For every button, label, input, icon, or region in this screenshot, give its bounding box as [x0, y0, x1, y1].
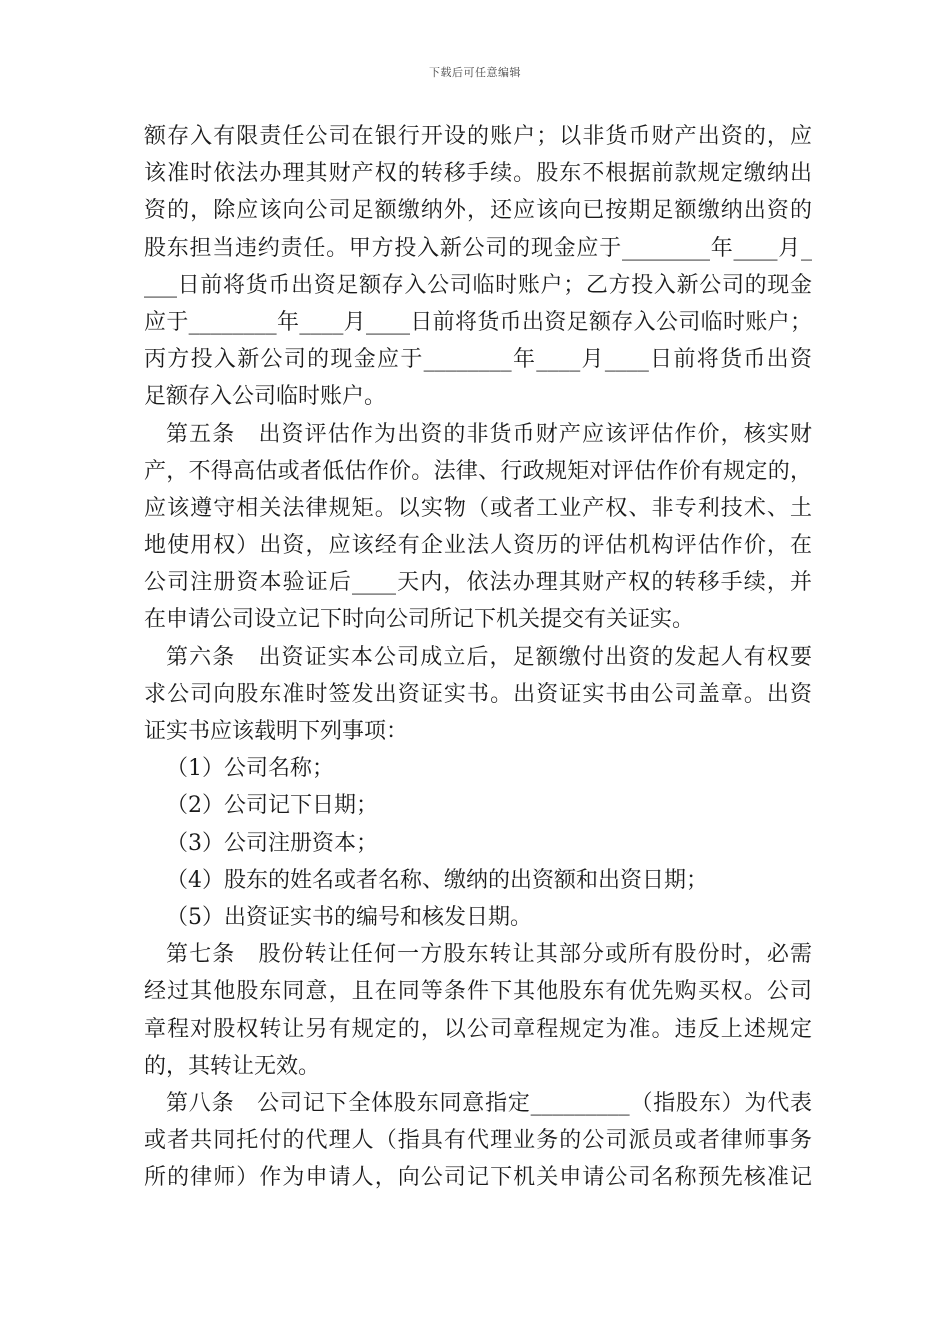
text-line: 产，不得高估或者低估作价。法律、行政规矩对评估作价有规定的，	[144, 458, 812, 484]
text-line: 公司注册资本验证后____天内，依法办理其财产权的转移手续，并	[144, 570, 812, 596]
text-line: 股东担当违约责任。甲方投入新公司的现金应于________年____月_	[144, 235, 812, 261]
document-body	[144, 118, 812, 1196]
text-line: 资的，除应该向公司足额缴纳外，还应该向已按期足额缴纳出资的	[144, 198, 812, 224]
text-line: 第五条 出资评估作为出资的非货币财产应该评估作价，核实财	[166, 421, 812, 447]
text-line: （5）出资证实书的编号和核发日期。	[166, 904, 532, 930]
text-line: 经过其他股东同意，且在同等条件下其他股东有优先购买权。公司	[144, 979, 812, 1005]
text-line: 第六条 出资证实本公司成立后，足额缴付出资的发起人有权要	[166, 644, 812, 670]
text-line: 证实书应该载明下列事项：	[144, 719, 409, 744]
text-line: 的，其转让无效。	[144, 1053, 321, 1079]
text-line: 所的律师）作为申请人，向公司记下机关申请公司名称预先核准记	[144, 1165, 812, 1191]
text-line: 足额存入公司临时账户。	[144, 384, 387, 410]
text-line: ___日前将货币出资足额存入公司临时账户；乙方投入新公司的现金	[144, 272, 812, 298]
text-line: （1）公司名称；	[166, 756, 334, 782]
text-line: 该准时依法办理其财产权的转移手续。股东不根据前款规定缴纳出	[144, 161, 812, 187]
text-line: 丙方投入新公司的现金应于________年____月____日前将货币出资	[144, 347, 812, 373]
text-line: 第七条 股份转让任何一方股东转让其部分或所有股份时，必需	[166, 942, 812, 968]
text-line: 应于________年____月____日前将货币出资足额存入公司临时账户；	[144, 309, 812, 335]
text-line: 求公司向股东准时签发出资证实书。出资证实书由公司盖章。出资	[144, 681, 812, 707]
text-line: 应该遵守相关法律规矩。以实物（或者工业产权、非专利技术、土	[144, 495, 812, 521]
text-line: 在申请公司设立记下时向公司所记下机关提交有关证实。	[144, 607, 695, 633]
text-line: 第八条 公司记下全体股东同意指定_________（指股东）为代表	[166, 1090, 812, 1116]
text-line: 或者共同托付的代理人（指具有代理业务的公司派员或者律师事务	[144, 1128, 812, 1154]
text-line: 地使用权）出资，应该经有企业法人资历的评估机构评估作价，在	[144, 533, 812, 559]
text-line: 额存入有限责任公司在银行开设的账户；以非货币财产出资的，应	[144, 124, 812, 149]
text-line: （2）公司记下日期；	[166, 793, 378, 819]
text-line: （4）股东的姓名或者名称、缴纳的出资额和出资日期；	[166, 867, 708, 893]
text-line: 章程对股权转让另有规定的，以公司章程规定为准。违反上述规定	[144, 1016, 812, 1042]
text-line: （3）公司注册资本；	[166, 830, 378, 856]
page-header: 下载后可任意编辑	[429, 66, 521, 79]
